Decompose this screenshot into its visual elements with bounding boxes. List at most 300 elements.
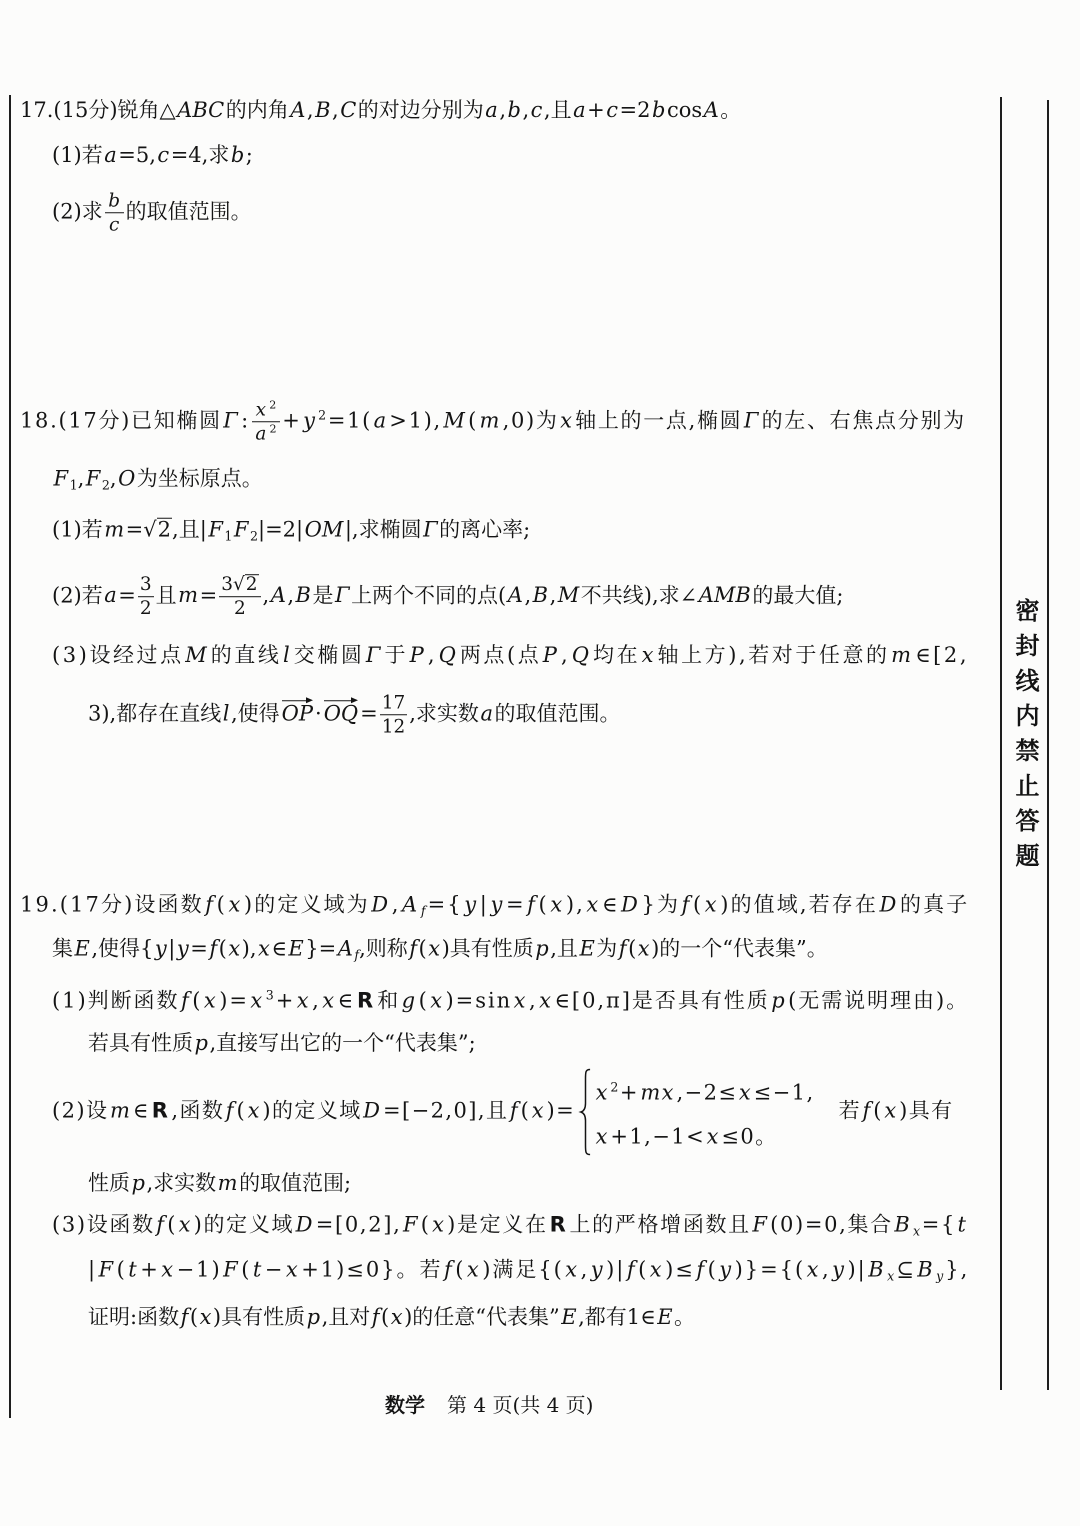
math-variable: F <box>223 1257 240 1282</box>
text-run: ,且 <box>550 936 578 961</box>
text-run: ( <box>638 1257 649 1282</box>
math-variable: x <box>161 1257 176 1282</box>
math-variable: A <box>703 98 719 122</box>
vector-arrow-icon <box>324 698 358 705</box>
math-variable: E <box>657 1305 673 1329</box>
text-run: )}={( <box>734 1257 806 1282</box>
text-run: + <box>140 1257 160 1282</box>
math-variable: mx <box>640 1080 675 1105</box>
math-variable: F <box>53 466 69 491</box>
q18-stem-line-2 <box>52 465 263 500</box>
math-variable: y <box>832 1257 846 1282</box>
superscript: 2 <box>269 398 278 412</box>
math-variable: t <box>957 1212 968 1237</box>
math-variable: F <box>98 1257 116 1282</box>
text-run: 的取值范围。 <box>494 701 621 726</box>
math-variable: A <box>290 98 306 122</box>
q19-part-2-line-1 <box>52 1066 954 1159</box>
math-variable: y <box>590 1257 605 1282</box>
math-variable: A <box>270 583 286 608</box>
math-variable: a <box>373 408 388 433</box>
part-label: (2) <box>52 1098 87 1123</box>
math-variable: f <box>180 988 191 1013</box>
text-run: =4,求 <box>170 143 230 167</box>
math-variable: x <box>641 643 657 667</box>
math-variable: Γ <box>334 583 350 608</box>
text-run: , <box>427 643 438 667</box>
text-run: 2 <box>245 574 258 596</box>
text-run: 且 <box>155 583 177 608</box>
square-root <box>233 574 259 595</box>
math-variable: y <box>154 936 167 961</box>
text-run: 2 <box>233 598 246 620</box>
math-variable: D <box>371 892 391 917</box>
subscript: 1 <box>69 477 78 493</box>
text-run: )的任意“代表集” <box>404 1305 560 1329</box>
subscript: f <box>420 903 428 919</box>
question-score: (17分) <box>59 892 135 917</box>
math-variable: D <box>621 892 640 917</box>
text-run: 。 <box>674 1305 696 1329</box>
math-variable: x <box>228 936 241 961</box>
text-run: | <box>168 936 176 961</box>
text-run: ∈ <box>271 936 287 961</box>
text-run: , <box>522 98 530 122</box>
text-run: +1,−1< <box>610 1124 706 1149</box>
math-variable: x <box>228 892 243 917</box>
math-variable: c <box>108 214 120 236</box>
text-run: )= <box>546 1098 576 1123</box>
math-variable: y <box>176 936 189 961</box>
math-variable: x <box>432 1212 446 1237</box>
math-variable: D <box>363 1098 382 1123</box>
math-variable: f <box>626 1257 637 1282</box>
math-variable: p <box>771 988 787 1013</box>
text-run: ,直接写出它的一个“代表集”; <box>209 1031 476 1055</box>
math-variable: C <box>340 98 357 122</box>
text-run: : <box>241 408 250 433</box>
text-run: , <box>77 466 85 491</box>
part-label: (1) <box>52 517 82 542</box>
text-run: ∈[0,π]是否具有性质 <box>554 988 770 1013</box>
question-score: (17分) <box>58 408 132 433</box>
fraction-numerator <box>252 399 280 422</box>
text-run: = <box>360 701 378 726</box>
math-variable: c <box>157 143 170 167</box>
text-run: )具有性质 <box>441 936 534 961</box>
text-run: , <box>306 98 314 122</box>
piecewise-function <box>578 1066 814 1159</box>
math-variable: Γ <box>223 408 240 433</box>
vector-label: OP <box>281 701 313 726</box>
math-variable: F <box>752 1212 769 1237</box>
text-run: )的值域,若存在 <box>720 892 879 917</box>
text-run: ( <box>468 408 478 433</box>
math-variable: y <box>303 408 317 433</box>
text-run: ( <box>418 936 427 961</box>
math-variable: l <box>222 701 230 726</box>
text-run: 判断函数 <box>87 988 180 1013</box>
fraction-denominator <box>380 716 408 738</box>
subscript: f <box>354 947 360 963</box>
math-variable: x <box>390 1305 403 1329</box>
text-run: 若 <box>81 143 103 167</box>
text-run: )的定义域为 <box>243 892 370 917</box>
text-run: 于 <box>384 643 409 667</box>
text-run: )具有 <box>899 1098 954 1123</box>
math-variable: x <box>466 1257 481 1282</box>
text-run: ), <box>241 936 257 961</box>
text-run: , <box>109 466 117 491</box>
math-variable: f <box>156 1212 166 1237</box>
text-run: = <box>125 517 144 542</box>
text-run: ( <box>116 1257 127 1282</box>
text-run: ( <box>628 936 637 961</box>
math-variable: Q <box>571 643 592 667</box>
math-variable: c <box>530 98 543 122</box>
math-variable: P <box>542 643 560 667</box>
text-run: 的最大值; <box>752 583 844 608</box>
text-run: 两点(点 <box>459 643 542 667</box>
text-run: = <box>118 583 136 608</box>
text-run: ,求实数 <box>146 1171 217 1195</box>
math-variable: x <box>706 1124 720 1149</box>
text-run: )是定义在 <box>447 1212 548 1237</box>
subscript: 1 <box>224 528 233 544</box>
math-variable: x <box>178 1212 193 1237</box>
text-run: | <box>479 892 489 917</box>
text-run: 2 <box>157 517 172 542</box>
math-variable: x <box>539 988 553 1013</box>
text-run: − <box>264 1257 285 1282</box>
math-variable: Γ <box>365 643 384 667</box>
text-run: ,则称 <box>359 936 408 961</box>
text-run: | <box>88 1257 98 1282</box>
math-variable: B <box>315 98 331 122</box>
math-variable: Γ <box>743 408 761 433</box>
subscript: 2 <box>249 528 258 544</box>
text-run: , <box>560 643 571 667</box>
text-run: = <box>199 583 218 608</box>
text-run: 轴上的一点,椭圆 <box>575 408 743 433</box>
text-run: ,使得 <box>230 701 280 726</box>
math-variable: f <box>527 892 538 917</box>
math-variable: m <box>104 517 125 542</box>
fraction-denominator <box>105 214 124 236</box>
math-variable: AMB <box>698 583 751 608</box>
part-label: (3) <box>52 643 90 667</box>
q18-part-1-line-1 <box>52 516 530 551</box>
radicand <box>157 518 172 542</box>
text-run: (无需说明理由)。 <box>788 988 970 1013</box>
part-label: (2) <box>52 583 82 608</box>
math-variable: b <box>651 98 666 122</box>
math-variable: p <box>535 936 549 961</box>
text-run: ,都有1∈ <box>578 1305 656 1329</box>
superscript: 3 <box>265 987 276 1003</box>
math-variable: ABC <box>177 98 225 122</box>
text-run: 3),都存在直线 <box>88 701 222 726</box>
math-variable: x <box>255 399 268 421</box>
math-variable: F <box>85 466 101 491</box>
text-run: 设 <box>86 1098 109 1123</box>
math-variable: x <box>428 936 441 961</box>
square-root <box>143 516 172 544</box>
q19-part-2-line-2 <box>88 1169 351 1197</box>
fraction-numerator <box>138 574 154 597</box>
math-variable: B <box>868 1257 886 1282</box>
text-run: ,0)为 <box>502 408 559 433</box>
math-variable: F <box>233 517 249 542</box>
text-run: ∈ <box>601 892 620 917</box>
text-run: , <box>262 583 270 608</box>
text-run: , <box>332 98 339 122</box>
math-variable: E <box>579 936 595 961</box>
math-variable: m <box>479 408 502 433</box>
text-run: =[0,2], <box>315 1212 402 1237</box>
text-run: )满足{( <box>482 1257 564 1282</box>
text-run: 的离心率; <box>439 517 531 542</box>
text-run: ( <box>241 1257 252 1282</box>
text-run: 设函数 <box>134 892 204 917</box>
q19-part-1-line-1 <box>52 982 969 1015</box>
subscript: x <box>887 1268 897 1284</box>
math-variable: a <box>104 143 117 167</box>
text-run: ), <box>565 892 585 917</box>
text-run: ( <box>167 1212 178 1237</box>
part-label: (1) <box>52 988 88 1013</box>
text-run: =5, <box>118 143 156 167</box>
math-variable: x <box>884 1098 898 1123</box>
text-run: )=sin <box>445 988 513 1013</box>
text-run: ≤−1, <box>753 1080 815 1105</box>
math-variable: b <box>230 143 245 167</box>
number-set-symbol: R <box>151 1098 170 1123</box>
math-variable: y <box>719 1257 734 1282</box>
text-run: )的定义域 <box>193 1212 295 1237</box>
vector <box>280 699 315 726</box>
text-run: 是 <box>312 583 334 608</box>
math-variable: a <box>573 98 586 122</box>
text-run: )| <box>847 1257 867 1282</box>
math-variable: A <box>337 936 353 961</box>
math-variable: f <box>696 1257 707 1282</box>
part-label: (2) <box>52 199 82 224</box>
text-run: , <box>312 988 321 1013</box>
text-run: 若 <box>838 1098 861 1123</box>
text-run: )≤ <box>665 1257 695 1282</box>
page-footer <box>385 1391 593 1419</box>
text-run: )| <box>606 1257 626 1282</box>
left-brace-icon-path <box>581 1069 590 1154</box>
math-variable: f <box>209 936 218 961</box>
math-variable: E <box>288 936 304 961</box>
number-set-symbol: R <box>357 988 376 1013</box>
q17-stem-line-1 <box>20 96 741 124</box>
fraction-denominator <box>219 598 260 620</box>
text-run: ( <box>192 988 203 1013</box>
math-variable: x <box>513 988 528 1013</box>
text-run: =[−2,0],且 <box>382 1098 509 1123</box>
math-variable: B <box>295 583 311 608</box>
text-run: 若 <box>81 583 103 608</box>
seal-line-notice: 密封线内禁止答题 <box>1011 598 1039 878</box>
math-variable: x <box>322 988 337 1013</box>
text-run: , <box>528 988 538 1013</box>
text-run: ,且 <box>543 98 572 122</box>
math-variable: p <box>306 1305 321 1329</box>
text-run: 求 <box>81 199 103 224</box>
text-run: + <box>587 98 605 122</box>
math-variable: D <box>295 1212 315 1237</box>
text-run: ∈[2, <box>915 643 970 667</box>
q17-part-2-line-1 <box>52 190 252 236</box>
math-variable: x <box>704 892 719 917</box>
radical-sign-icon <box>143 518 156 542</box>
text-run: + <box>275 988 296 1013</box>
text-run: cos <box>666 98 703 122</box>
text-run: 的对边分别为 <box>357 98 484 122</box>
text-run: 已知椭圆 <box>131 408 222 433</box>
math-variable: x <box>738 1080 753 1105</box>
fraction-numerator <box>105 190 124 213</box>
question-number: 19. <box>20 892 60 917</box>
math-variable: p <box>131 1171 145 1195</box>
math-variable: f <box>205 892 216 917</box>
text-run: 的真子 <box>899 892 970 917</box>
vector <box>322 699 360 726</box>
part-label: (3) <box>52 1212 87 1237</box>
text-run: 性质 <box>88 1171 130 1195</box>
text-run: 17 <box>381 692 406 714</box>
math-variable: m <box>891 643 914 667</box>
fraction <box>105 190 124 236</box>
text-run: ( <box>520 1098 531 1123</box>
text-run: 轴上方),若对于任意的 <box>657 643 890 667</box>
text-run: }, <box>945 1257 970 1282</box>
radicand <box>245 574 259 595</box>
text-run: 设函数 <box>86 1212 155 1237</box>
math-variable: a <box>485 98 498 122</box>
text-run: 。 <box>720 98 742 122</box>
text-run: 的内角 <box>225 98 289 122</box>
text-run: }为 <box>641 892 681 917</box>
math-variable: x <box>285 1257 300 1282</box>
math-variable: f <box>180 1305 189 1329</box>
q18-part-2-line-1 <box>52 574 843 620</box>
math-variable: f <box>225 1098 235 1123</box>
math-variable: D <box>879 892 899 917</box>
q18-stem-line-1 <box>20 399 966 445</box>
text-run: |,求椭圆 <box>344 517 422 542</box>
piecewise-case <box>594 1114 814 1158</box>
q19-part-3-line-1 <box>52 1211 969 1246</box>
question-score: (15分) <box>53 98 118 122</box>
text-run: 为坐标原点。 <box>136 466 263 491</box>
math-variable: c <box>606 98 619 122</box>
text-run: ; <box>245 143 253 167</box>
q19-part-3-line-2 <box>88 1256 969 1291</box>
math-variable: E <box>561 1305 577 1329</box>
vector-label: OQ <box>323 701 359 726</box>
math-variable: x <box>550 892 565 917</box>
math-variable: x <box>258 936 270 961</box>
vector-arrow-icon <box>282 698 313 705</box>
text-run: 上两个不同的点( <box>351 583 507 608</box>
text-run: +1)≤0}。若 <box>301 1257 443 1282</box>
math-variable: f <box>509 1098 520 1123</box>
text-run: )的定义域 <box>262 1098 362 1123</box>
fraction-denominator <box>138 598 154 620</box>
text-run: 均在 <box>593 643 641 667</box>
text-run: ,且对 <box>321 1305 371 1329</box>
text-run: ( <box>218 936 227 961</box>
math-variable: P <box>409 643 427 667</box>
subscript: 2 <box>101 477 110 493</box>
text-run: 的直线 <box>210 643 282 667</box>
math-variable: x <box>203 988 218 1013</box>
text-run: + <box>282 408 302 433</box>
text-run: ( <box>216 892 227 917</box>
math-variable: Q <box>438 643 459 667</box>
radical-sign-icon <box>233 574 245 595</box>
math-variable: F <box>208 517 223 542</box>
text-run: =1( <box>327 408 373 433</box>
text-run: ( <box>538 892 549 917</box>
superscript: 2 <box>269 422 279 436</box>
text-run: 的左、右焦点分别为 <box>761 408 966 433</box>
q18-part-3-line-1 <box>52 641 969 669</box>
text-run: ={ <box>921 1212 957 1237</box>
text-run: 12 <box>381 716 406 738</box>
footer-page-number: 第 4 页(共 4 页) <box>447 1393 594 1417</box>
text-run: · <box>315 701 322 726</box>
math-variable: A <box>402 892 420 917</box>
text-run: 若 <box>81 517 103 542</box>
q19-stem-line-2 <box>52 935 828 970</box>
math-variable: l <box>282 643 293 667</box>
math-variable: x <box>199 1305 212 1329</box>
math-variable: E <box>74 936 90 961</box>
math-variable: t <box>128 1257 139 1282</box>
math-variable: B <box>894 1212 912 1237</box>
math-variable: m <box>109 1098 132 1123</box>
left-binding-line <box>9 95 11 1418</box>
superscript: 2 <box>318 407 328 423</box>
math-variable: f <box>443 1257 454 1282</box>
text-run: , <box>391 892 401 917</box>
footer-subject: 数学 <box>385 1393 425 1417</box>
math-variable: M <box>185 643 210 667</box>
part-label: (1) <box>52 143 82 167</box>
text-run: 和 <box>377 988 401 1013</box>
text-run: )的一个“代表集”。 <box>651 936 828 961</box>
text-run: 证明:函数 <box>88 1305 180 1329</box>
text-run: ( <box>873 1098 883 1123</box>
text-run: 若具有性质 <box>88 1031 193 1055</box>
text-run: + <box>619 1080 639 1105</box>
text-run: =2 <box>619 98 651 122</box>
text-run: ,且| <box>172 517 207 542</box>
math-variable: y <box>464 892 479 917</box>
math-variable: a <box>104 583 117 608</box>
seal-line-outer <box>1047 100 1049 1390</box>
text-run: ∈ <box>337 988 356 1013</box>
text-run: ( <box>381 1305 390 1329</box>
math-variable: x <box>595 1080 609 1105</box>
text-run: 设经过点 <box>89 643 184 667</box>
math-variable: x <box>296 988 311 1013</box>
